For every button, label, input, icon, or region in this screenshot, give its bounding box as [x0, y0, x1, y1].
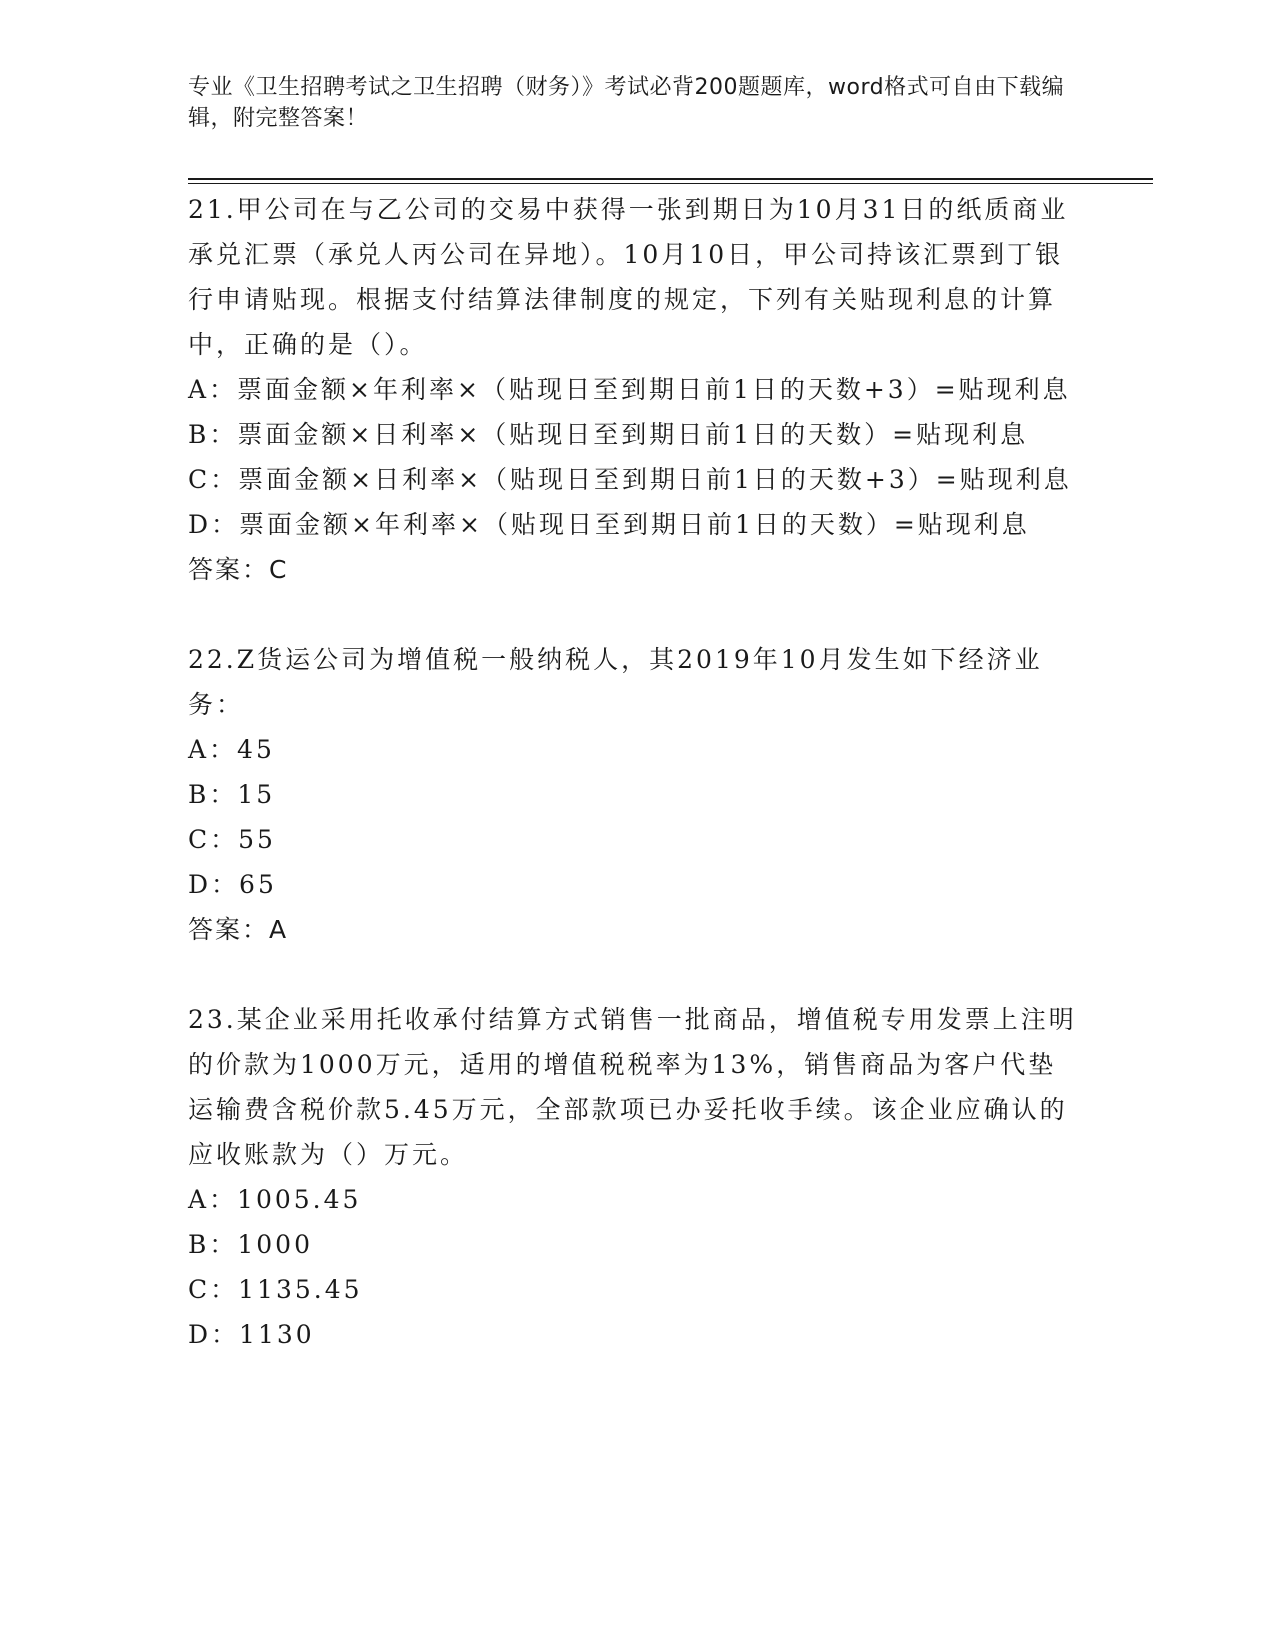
- question-21: [188, 187, 1078, 592]
- option-c: C：1135.45: [188, 1275, 363, 1304]
- option-a: A：1005.45: [188, 1185, 362, 1214]
- option-c: C：票面金额×日利率×（贴现日至到期日前1日的天数+3）=贴现利息: [188, 465, 1072, 494]
- option-b: B：1000: [188, 1230, 313, 1259]
- header-divider-thin: [188, 183, 1153, 184]
- answer: [188, 547, 1078, 592]
- option-d: D：1130: [188, 1320, 315, 1349]
- document-header: 专业《卫生招聘考试之卫生招聘（财务）》考试必背200题题库，word格式可自由下载编辑，附完整答案！: [188, 75, 1065, 131]
- answer-label: 答案：: [188, 915, 270, 944]
- question-22: [188, 637, 1078, 952]
- question-23: [188, 997, 1078, 1357]
- option-b: B：票面金额×日利率×（贴现日至到期日前1日的天数）=贴现利息: [188, 420, 1029, 449]
- answer-value: C: [269, 555, 289, 584]
- question-text: 23.某企业采用托收承付结算方式销售一批商品，增值税专用发票上注明的价款为1000万元，适用的增值税税率为13%，销售商品为客户代垫运输费含税价款5.45万元，全部款项已办妥托收手续。该企业应确认的应收账款为（）万元。: [188, 1005, 1077, 1169]
- answer-value: A: [269, 915, 289, 944]
- option-a: A：票面金额×年利率×（贴现日至到期日前1日的天数+3）=贴现利息: [188, 375, 1071, 404]
- option-d: D：65: [188, 870, 277, 899]
- answer-label: 答案：: [188, 555, 270, 584]
- option-a: A：45: [188, 735, 275, 764]
- option-b: B：15: [188, 780, 276, 809]
- question-list: [188, 187, 1078, 1402]
- option-c: C：55: [188, 825, 276, 854]
- option-d: D：票面金额×年利率×（贴现日至到期日前1日的天数）=贴现利息: [188, 510, 1030, 539]
- question-text: 21.甲公司在与乙公司的交易中获得一张到期日为10月31日的纸质商业承兑汇票（承兑人丙公司在异地）。10月10日，甲公司持该汇票到丁银行申请贴现。根据支付结算法律制度的规定，下列有关贴现利息的计算中，正确的是（）。: [188, 195, 1069, 359]
- question-text: 22.Z货运公司为增值税一般纳税人，其2019年10月发生如下经济业务：: [188, 645, 1043, 719]
- answer: [188, 907, 1078, 952]
- header-divider-thick: [188, 178, 1153, 180]
